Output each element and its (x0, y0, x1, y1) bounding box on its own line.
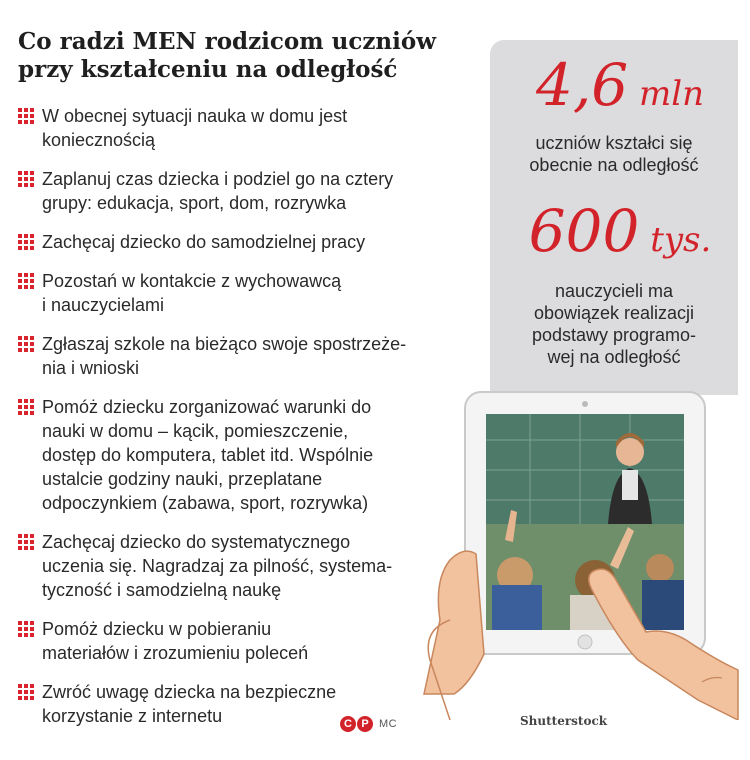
stat-students-value: 4,6 mln (535, 51, 705, 119)
red-dot-grid-icon (18, 534, 34, 550)
tip-text: Zachęcaj dziecko do systematycznego uczenia się. Nagradzaj za pilność, systema- tyczność i samodzielną naukę (42, 532, 393, 600)
tip-text: Pomóż dziecku zorganizować warunki do nauki w domu – kącik, pomieszczenie, dostęp do komputera, tablet itd. Wspólnie ustalcie godziny nauki, przeplatane odpoczynkiem (zabawa, sport, rozrywka) (42, 397, 374, 513)
red-dot-grid-icon (18, 621, 34, 637)
tip-item (18, 230, 473, 254)
photo-credit: Shutterstock (520, 714, 608, 728)
tip-item (18, 530, 473, 602)
tip-text: W obecnej sytuacji nauka w domu jest koniecznością (42, 106, 348, 150)
tip-item (18, 680, 473, 728)
tablet-classroom-illustration (420, 390, 740, 720)
tip-text: Pomóż dziecku w pobieraniu materiałów i zrozumieniu poleceń (42, 619, 309, 663)
red-dot-grid-icon (18, 336, 34, 352)
red-dot-grid-icon (18, 234, 34, 250)
tip-text: Zgłaszaj szkole na bieżąco swoje spostrzeże- nia i wnioski (42, 334, 407, 378)
red-dot-grid-icon (18, 273, 34, 289)
red-dot-grid-icon (18, 399, 34, 415)
tips-list (18, 104, 473, 743)
tip-item (18, 332, 473, 380)
tip-text: Zachęcaj dziecko do samodzielnej pracy (42, 232, 366, 252)
tip-item (18, 269, 473, 317)
tip-item (18, 395, 473, 515)
tip-text: Pozostań w kontakcie z wychowawcą i nauczycielami (42, 271, 342, 315)
red-dot-grid-icon (18, 108, 34, 124)
stats-panel (490, 40, 738, 395)
tip-text: Zwróć uwagę dziecka na bezpieczne korzystanie z internetu (42, 682, 337, 726)
tip-item (18, 167, 473, 215)
red-dot-grid-icon (18, 684, 34, 700)
stat-students-desc: uczniów kształci się obecnie na odległość (529, 133, 699, 175)
tip-item (18, 617, 473, 665)
tip-item (18, 104, 473, 152)
stat-teachers-desc: nauczycieli ma obowiązek realizacji podstawy programo- wej na odległość (531, 281, 697, 367)
stat-teachers-value: 600 tys. (528, 197, 712, 265)
source-label: MC (379, 718, 398, 730)
red-dot-grid-icon (18, 171, 34, 187)
tip-text: Zaplanuj czas dziecka i podziel go na cztery grupy: edukacja, sport, dom, rozrywka (42, 169, 394, 213)
page-title: Co radzi MEN rodzicom uczniów przy kształceniu na odległość (18, 28, 436, 83)
source-credit (340, 716, 397, 732)
cp-logo-icon: C P (340, 716, 373, 732)
